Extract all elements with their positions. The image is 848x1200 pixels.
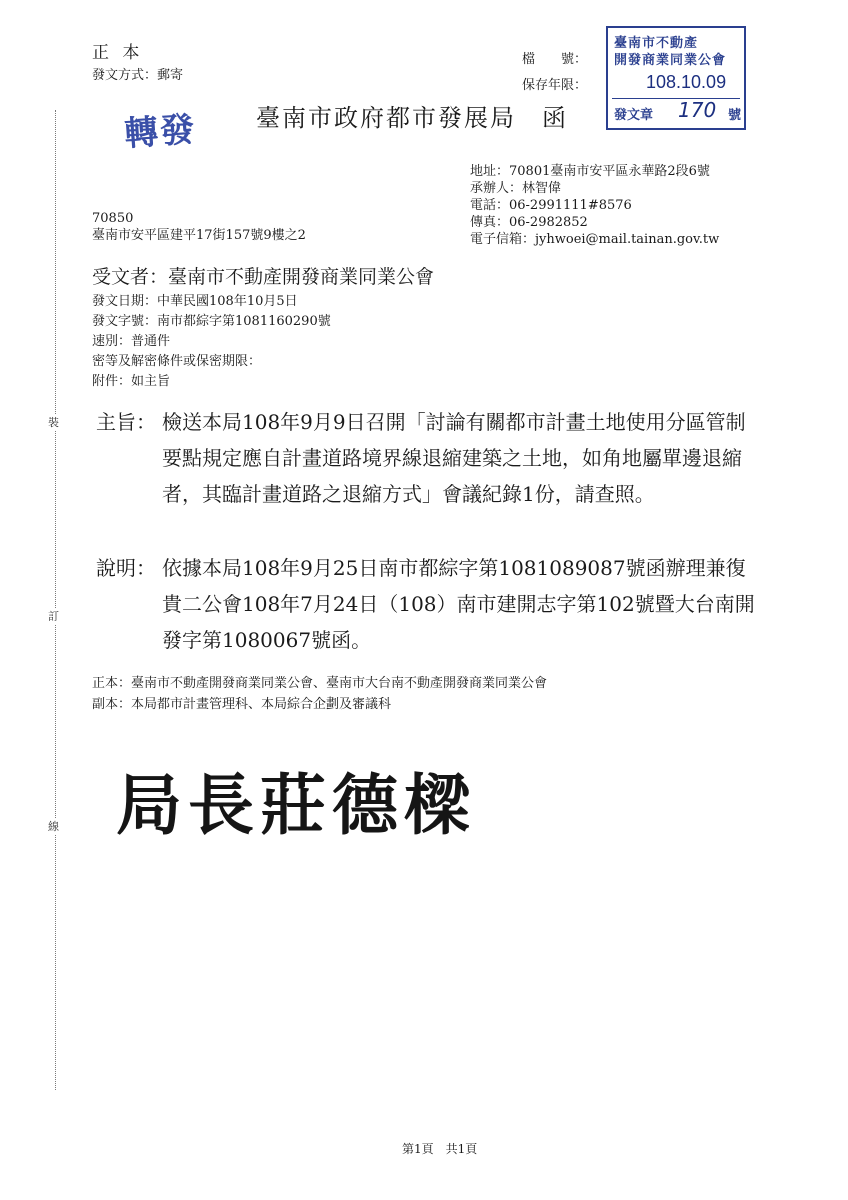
page-footer: 第1頁 共1頁 xyxy=(402,1142,478,1156)
stamp-org-line2: 開發商業同業公會 xyxy=(614,53,727,68)
sender-phone: 電話：06-2991111#8576 xyxy=(470,198,632,213)
copy-type: 正 本 xyxy=(92,43,144,63)
retention-label: 保存年限： xyxy=(522,78,588,93)
attachment: 附件：如主旨 xyxy=(92,374,171,389)
stamp-doc-suffix: 號 xyxy=(728,108,742,123)
sender-address: 地址：70801臺南市安平區永華路2段6號 xyxy=(470,164,710,179)
stamp-divider xyxy=(612,98,740,99)
subject-label: 主旨： xyxy=(96,410,156,434)
stamp-org-line1: 臺南市不動產 xyxy=(614,36,699,51)
sender-email: 電子信箱：jyhwoei@mail.tainan.gov.tw xyxy=(470,232,720,247)
receipt-stamp xyxy=(606,26,746,130)
binding-label-bind: 裝 xyxy=(48,416,59,429)
duplicate-copy-recipients: 副本：本局都市計畫管理科、本局綜合企劃及審議科 xyxy=(92,697,392,712)
stamp-doc-number: 170 xyxy=(678,98,717,122)
sender-handler: 承辦人：林智偉 xyxy=(470,181,562,196)
recipient-address: 臺南市安平區建平17街157號9樓之2 xyxy=(92,228,306,243)
issue-date: 發文日期：中華民國108年10月5日 xyxy=(92,294,298,309)
document-number: 發文字號：南市都綜字第1081160290號 xyxy=(92,314,331,329)
security-level: 密等及解密條件或保密期限： xyxy=(92,354,262,369)
recipient-postcode: 70850 xyxy=(92,211,134,226)
explanation-text: 依據本局108年9月25日南市都綜字第1081089087號函辦理兼復貴二公會108年7月24日（108）南市建開志字第102號暨大台南開發字第1080067號函。 xyxy=(162,556,755,652)
stamp-doc-label: 發文章 xyxy=(614,108,654,123)
original-copy-recipients: 正本：臺南市不動產開發商業同業公會、臺南市大台南不動產開發商業同業公會 xyxy=(92,676,548,691)
forward-stamp: 轉發 xyxy=(122,109,198,155)
explanation-label: 說明： xyxy=(96,556,156,580)
binding-label-staple: 訂 xyxy=(48,610,59,623)
speed-class: 速別：普通件 xyxy=(92,334,171,349)
send-method: 發文方式：郵寄 xyxy=(92,68,184,83)
file-number-label: 檔 號： xyxy=(522,52,588,67)
recipient-line: 受文者：臺南市不動產開發商業同業公會 xyxy=(92,266,435,288)
document-title: 臺南市政府都市發展局 函 xyxy=(256,104,568,132)
director-signature: 局長莊德樑 xyxy=(116,767,476,844)
stamp-date: 108.10.09 xyxy=(646,72,727,92)
binding-label-line: 線 xyxy=(48,820,59,833)
binding-line xyxy=(55,110,56,1090)
sender-fax: 傳真：06-2982852 xyxy=(470,215,588,230)
subject-text: 檢送本局108年9月9日召開「討論有關都市計畫土地使用分區管制要點規定應自計畫道路境界線退縮建築之土地，如角地屬單邊退縮者，其臨計畫道路之退縮方式」會議紀錄1份，請查照。 xyxy=(162,410,746,506)
